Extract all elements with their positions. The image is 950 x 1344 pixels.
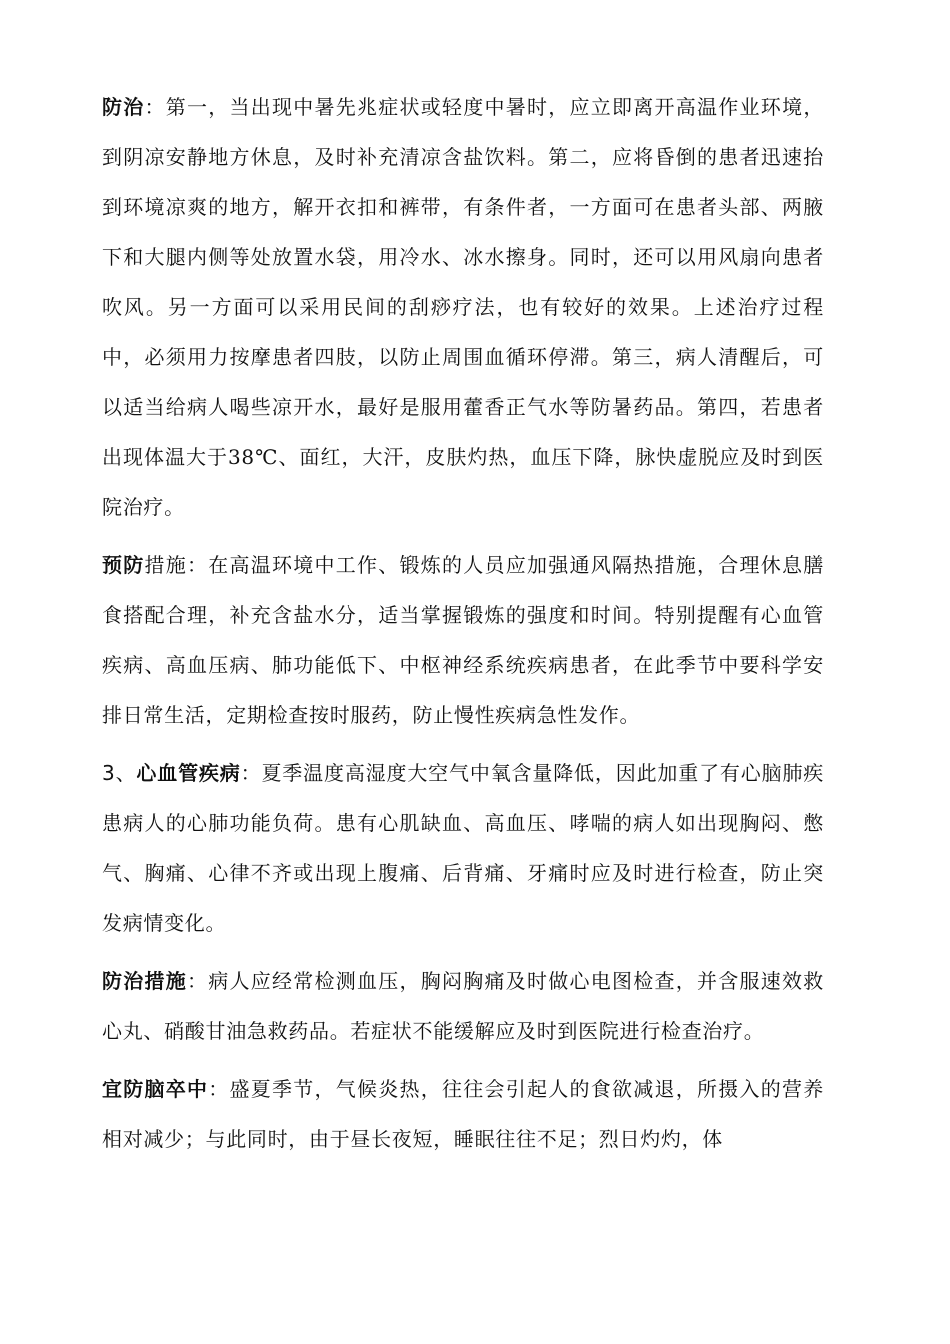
paragraph-cardiovascular-text: 夏季温度高湿度大空气中氧含量降低，因此加重了有心脑肺疾患病人的心肺功能负荷。患有心肌缺血、高血压、哮喘的病人如出现胸闷、憋气、胸痛、心律不齐或出现上腹痛、后背痛、牙痛时应及时进行检查，防止突发病情变化。 — [102, 761, 824, 935]
paragraph-treatment-text: 第一，当出现中暑先兆症状或轻度中暑时，应立即离开高温作业环境，到阴凉安静地方休息，及时补充清凉含盐饮料。第二，应将昏倒的患者迅速抬到环境凉爽的地方，解开衣扣和裤带，有条件者，一方面可在患者头部、两腋下和大腿内侧等处放置水袋，用冷水、冰水擦身。同时，还可以用风扇向患者吹风。另一方面可以采用民间的刮痧疗法，也有较好的效果。上述治疗过程中，必须用力按摩患者四肢，以防止周围血循环停滞。第三，病人清醒后，可以适当给病人喝些凉开水，最好是服用藿香正气水等防暑药品。第四，若患者出现体温大于38℃、面红，大汗，皮肤灼热，血压下降，脉快虚脱应及时到医院治疗。 — [102, 95, 825, 519]
paragraph-prevention — [102, 540, 824, 740]
heading-prevention: 预防 — [102, 553, 145, 577]
heading-treatment: 防治 — [102, 95, 145, 119]
paragraph-cardiovascular — [102, 748, 824, 948]
document-page — [102, 82, 824, 1172]
paragraph-treatment — [102, 82, 824, 532]
paragraph-stroke — [102, 1064, 824, 1164]
heading-stroke-punct: ： — [208, 1077, 230, 1101]
heading-prevention-suffix: 措施： — [144, 553, 209, 577]
heading-treatment-measures-punct: ： — [187, 969, 209, 993]
heading-cardiovascular: 心血管疾病 — [136, 761, 241, 785]
paragraph-stroke-text: 盛夏季节，气候炎热，往往会引起人的食欲减退，所摄入的营养相对减少；与此同时，由于昼长夜短，睡眠往往不足；烈日灼灼，体 — [102, 1077, 825, 1151]
heading-treatment-measures: 防治措施 — [102, 969, 188, 993]
paragraph-treatment-measures — [102, 956, 824, 1056]
section-number: 3、 — [102, 761, 137, 785]
heading-treatment-punct: ： — [144, 95, 166, 119]
heading-stroke: 宜防脑卒中 — [102, 1077, 209, 1101]
heading-cardiovascular-punct: ： — [240, 761, 262, 785]
paragraph-treatment-measures-text: 病人应经常检测血压，胸闷胸痛及时做心电图检查，并含服速效救心丸、硝酸甘油急救药品。若症状不能缓解应及时到医院进行检查治疗。 — [102, 969, 824, 1043]
paragraph-prevention-text: 在高温环境中工作、锻炼的人员应加强通风隔热措施，合理休息膳食搭配合理，补充含盐水分，适当掌握锻炼的强度和时间。特别提醒有心血管疾病、高血压病、肺功能低下、中枢神经系统疾病患者，在此季节中要科学安排日常生活，定期检查按时服药，防止慢性疾病急性发作。 — [102, 553, 824, 727]
